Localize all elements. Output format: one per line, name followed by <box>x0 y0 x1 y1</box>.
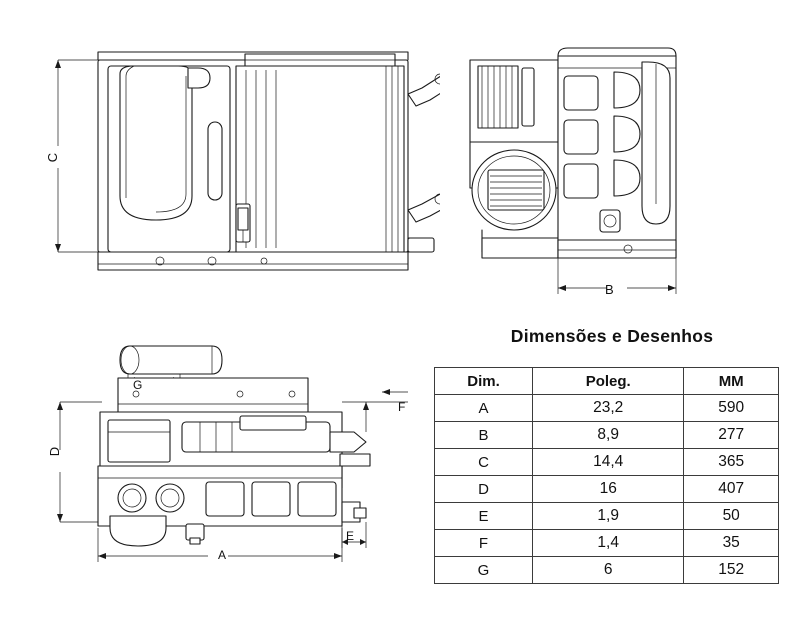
front-view-panel <box>40 42 440 292</box>
side-view-drawing <box>452 46 712 306</box>
front-view-drawing <box>40 42 440 292</box>
dimension-label-b: B <box>605 282 614 297</box>
cell-mm: 365 <box>684 449 779 476</box>
cell-dim: F <box>435 530 533 557</box>
cell-dim: A <box>435 395 533 422</box>
cell-poleg: 1,9 <box>533 503 684 530</box>
cell-poleg: 6 <box>533 557 684 584</box>
table-row <box>435 530 779 557</box>
cell-mm: 277 <box>684 422 779 449</box>
table-row <box>435 476 779 503</box>
table-row <box>435 449 779 476</box>
cell-poleg: 14,4 <box>533 449 684 476</box>
cell-dim: E <box>435 503 533 530</box>
cell-dim: B <box>435 422 533 449</box>
table-header-row <box>435 368 779 395</box>
column-header-dim: Dim. <box>435 368 533 395</box>
top-view-panel <box>40 336 430 576</box>
column-header-mm: MM <box>684 368 779 395</box>
cell-dim: C <box>435 449 533 476</box>
cell-mm: 590 <box>684 395 779 422</box>
cell-mm: 50 <box>684 503 779 530</box>
dimension-label-e: E <box>346 529 355 543</box>
table-row <box>435 422 779 449</box>
side-view-panel <box>452 46 712 306</box>
cell-mm: 35 <box>684 530 779 557</box>
dimension-label-d: D <box>47 446 63 457</box>
cell-poleg: 16 <box>533 476 684 503</box>
cell-poleg: 1,4 <box>533 530 684 557</box>
dimension-b-side <box>558 258 676 296</box>
top-view-drawing <box>40 336 430 576</box>
table-row <box>435 557 779 584</box>
table-row <box>435 503 779 530</box>
column-header-poleg: Poleg. <box>533 368 684 395</box>
cell-dim: D <box>435 476 533 503</box>
cell-poleg: 8,9 <box>533 422 684 449</box>
cell-mm: 407 <box>684 476 779 503</box>
dimension-label-c: C <box>45 152 61 163</box>
table-row <box>435 395 779 422</box>
dimension-label-g: G <box>133 378 143 392</box>
dimensions-table <box>434 367 779 584</box>
page-title: Dimensões e Desenhos <box>510 326 714 346</box>
dimension-label-f: F <box>398 400 406 414</box>
cell-dim: G <box>435 557 533 584</box>
dimension-d-top <box>52 402 102 522</box>
dimension-label-a: A <box>218 548 227 562</box>
cell-mm: 152 <box>684 557 779 584</box>
cell-poleg: 23,2 <box>533 395 684 422</box>
